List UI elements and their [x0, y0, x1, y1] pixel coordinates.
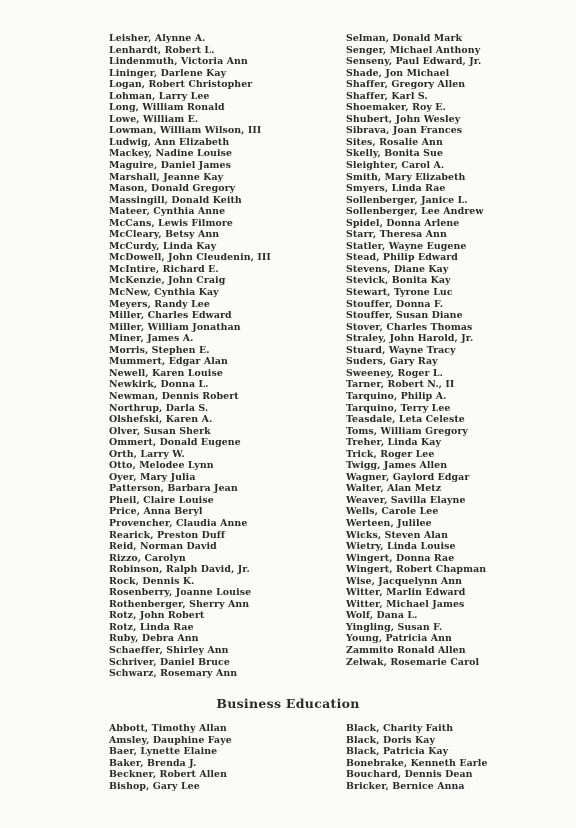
list-item: Orth, Larry W.: [109, 448, 185, 460]
list-item: Reid, Norman David: [109, 541, 217, 553]
list-item: Newkirk, Donna L.: [109, 379, 209, 391]
list-item: Bonebrake, Kenneth Earle: [346, 757, 488, 769]
list-item: Lindenmuth, Victoria Ann: [109, 56, 248, 68]
list-item: Oyer, Mary Julia: [109, 471, 196, 483]
list-item: Bouchard, Dennis Dean: [346, 769, 473, 781]
list-item: Morris, Stephen E.: [109, 344, 210, 356]
list-item: Starr, Theresa Ann: [346, 229, 447, 241]
list-item: Newell, Karen Louise: [109, 367, 223, 379]
list-item: Shaffer, Karl S.: [346, 90, 428, 102]
list-item: Rothenberger, Sherry Ann: [109, 598, 250, 610]
list-item: Spidel, Donna Arlene: [346, 217, 460, 229]
list-item: Mateer, Cynthia Anne: [109, 206, 226, 218]
list-item: Treher, Linda Kay: [346, 437, 441, 449]
list-item: Ludwig, Ann Elizabeth: [109, 136, 230, 148]
list-item: Smyers, Linda Rae: [346, 183, 446, 195]
list-item: Mason, Donald Gregory: [109, 183, 236, 195]
name-list-left: [109, 33, 334, 680]
list-item: Straley, John Harold, Jr.: [346, 333, 474, 345]
list-item: Beckner, Robert Allen: [109, 769, 228, 781]
list-item: Baker, Brenda J.: [109, 757, 197, 769]
list-item: Shaffer, Gregory Allen: [346, 79, 466, 91]
list-item: Black, Charity Faith: [346, 723, 454, 734]
list-item: Shubert, John Wesley: [346, 113, 461, 125]
list-item: Rosenberry, Joanne Louise: [109, 587, 252, 599]
list-item: Ommert, Donald Eugene: [109, 437, 241, 449]
list-item: Smith, Mary Elizabeth: [346, 171, 466, 183]
list-item: Baer, Lynette Elaine: [109, 746, 218, 758]
list-item: Suders, Gary Ray: [346, 356, 438, 368]
list-item: Olver, Susan Sherk: [109, 425, 211, 437]
list-item: Twigg, James Allen: [346, 460, 448, 472]
list-item: Teasdale, Leta Celeste: [346, 414, 465, 426]
list-item: Young, Patricia Ann: [346, 633, 452, 645]
list-item: Rearick, Preston Duff: [109, 529, 226, 541]
list-item: Stewart, Tyrone Luc: [346, 287, 453, 299]
section-name-list-right: [346, 723, 576, 792]
list-item: Witter, Michael James: [346, 598, 465, 610]
list-item: Northrup, Darla S.: [109, 402, 209, 414]
list-item: Lowman, William Wilson, III: [109, 125, 262, 137]
list-item: Amsley, Dauphine Faye: [109, 734, 232, 746]
list-item: Shoemaker, Roy E.: [346, 102, 446, 114]
list-item: McKenzie, John Craig: [109, 275, 226, 287]
list-item: Stouffer, Donna F.: [346, 298, 444, 310]
list-item: Zelwak, Rosemarie Carol: [346, 656, 480, 668]
list-item: Witter, Marlin Edward: [346, 587, 466, 599]
list-item: Sleighter, Carol A.: [346, 160, 445, 172]
list-item: Stover, Charles Thomas: [346, 321, 473, 333]
list-item: Wietry, Linda Louise: [346, 541, 456, 553]
name-list-right: [346, 33, 576, 668]
list-item: McNew, Cynthia Kay: [109, 287, 219, 299]
list-item: Sites, Rosalie Ann: [346, 136, 443, 148]
list-item: Skelly, Bonita Sue: [346, 148, 444, 160]
list-item: Rock, Dennis K.: [109, 575, 195, 587]
list-item: Maguire, Daniel James: [109, 160, 231, 172]
list-item: Sollenberger, Janice L.: [346, 194, 468, 206]
list-item: Stouffer, Susan Diane: [346, 310, 463, 322]
section-name-list-left: [109, 723, 334, 792]
list-item: Statler, Wayne Eugene: [346, 240, 467, 252]
list-item: Stead, Philip Edward: [346, 252, 458, 264]
list-item: Bricker, Bernice Anna: [346, 780, 465, 792]
list-item: Walter, Alan Metz: [346, 483, 442, 495]
list-item: Senger, Michael Anthony: [346, 44, 481, 56]
list-item: Black, Doris Kay: [346, 734, 435, 746]
list-item: Mackey, Nadine Louise: [109, 148, 233, 160]
list-item: Tarner, Robert N., II: [346, 379, 455, 391]
list-item: Stuard, Wayne Tracy: [346, 344, 456, 356]
list-item: Wolf, Dana L.: [346, 610, 418, 622]
list-item: Mummert, Edgar Alan: [109, 356, 228, 368]
list-item: Meyers, Randy Lee: [109, 298, 210, 310]
list-item: Olshefski, Karen A.: [109, 414, 213, 426]
list-item: Lowe, William E.: [109, 113, 199, 125]
list-item: Wingert, Donna Rae: [346, 552, 455, 564]
list-item: Werteen, Julilee: [346, 517, 432, 529]
section-heading: Business Education: [216, 696, 360, 711]
list-item: Ruby, Debra Ann: [109, 633, 199, 645]
list-item: Logan, Robert Christopher: [109, 79, 253, 91]
list-item: Schwarz, Rosemary Ann: [109, 668, 238, 680]
list-item: Schriver, Daniel Bruce: [109, 656, 230, 668]
list-item: Senseny, Paul Edward, Jr.: [346, 56, 482, 68]
list-item: Rizzo, Carolyn: [109, 552, 186, 564]
list-item: Zammito Ronald Allen: [346, 644, 466, 656]
list-item: Wells, Carole Lee: [346, 506, 439, 518]
list-item: Sweeney, Roger L.: [346, 367, 443, 379]
list-item: Wingert, Robert Chapman: [346, 564, 487, 576]
list-item: Pheil, Claire Louise: [109, 494, 214, 506]
list-item: Trick, Roger Lee: [346, 448, 435, 460]
list-item: Tarquino, Philip A.: [346, 390, 447, 402]
list-item: Patterson, Barbara Jean: [109, 483, 238, 495]
list-item: Schaeffer, Shirley Ann: [109, 644, 229, 656]
list-item: Shade, Jon Michael: [346, 67, 450, 79]
list-item: Sollenberger, Lee Andrew: [346, 206, 484, 218]
list-item: Robinson, Ralph David, Jr.: [109, 564, 250, 576]
list-item: Stevens, Diane Kay: [346, 263, 449, 275]
list-item: Wicks, Steven Alan: [346, 529, 449, 541]
list-item: Wise, Jacquelynn Ann: [346, 575, 463, 587]
list-item: McCleary, Betsy Ann: [109, 229, 220, 241]
list-item: Marshall, Jeanne Kay: [109, 171, 224, 183]
list-item: Rotz, Linda Rae: [109, 621, 194, 633]
list-item: Rotz, John Robert: [109, 610, 205, 622]
list-item: McDowell, John Cleudenin, III: [109, 252, 271, 264]
list-item: Massingill, Donald Keith: [109, 194, 242, 206]
list-item: Selman, Donald Mark: [346, 33, 463, 44]
list-item: Black, Patricia Kay: [346, 746, 449, 758]
list-item: Lininger, Darlene Kay: [109, 67, 227, 79]
list-item: Miller, William Jonathan: [109, 321, 241, 333]
list-item: Provencher, Claudia Anne: [109, 517, 248, 529]
list-item: McIntire, Richard E.: [109, 263, 219, 275]
list-item: Toms, William Gregory: [346, 425, 468, 437]
list-item: Newman, Dennis Robert: [109, 390, 239, 402]
list-item: Otto, Melodee Lynn: [109, 460, 214, 472]
list-item: Miller, Charles Edward: [109, 310, 232, 322]
list-item: Lohman, Larry Lee: [109, 90, 210, 102]
list-item: Price, Anna Beryl: [109, 506, 203, 518]
list-item: Stevick, Bonita Kay: [346, 275, 451, 287]
list-item: Leisher, Alynne A.: [109, 33, 206, 44]
list-item: Weaver, Savilla Elayne: [346, 494, 466, 506]
list-item: Sibrava, Joan Frances: [346, 125, 463, 137]
list-item: Miner, James A.: [109, 333, 194, 345]
list-item: Long, William Ronald: [109, 102, 225, 114]
list-item: Yingling, Susan F.: [346, 621, 443, 633]
list-item: McCans, Lewis Filmore: [109, 217, 233, 229]
list-item: Tarquino, Terry Lee: [346, 402, 451, 414]
list-item: Bishop, Gary Lee: [109, 780, 200, 792]
list-item: Abbott, Timothy Allan: [109, 723, 227, 734]
list-item: Wagner, Gaylord Edgar: [346, 471, 470, 483]
list-item: McCurdy, Linda Kay: [109, 240, 217, 252]
list-item: Lenhardt, Robert L.: [109, 44, 215, 56]
